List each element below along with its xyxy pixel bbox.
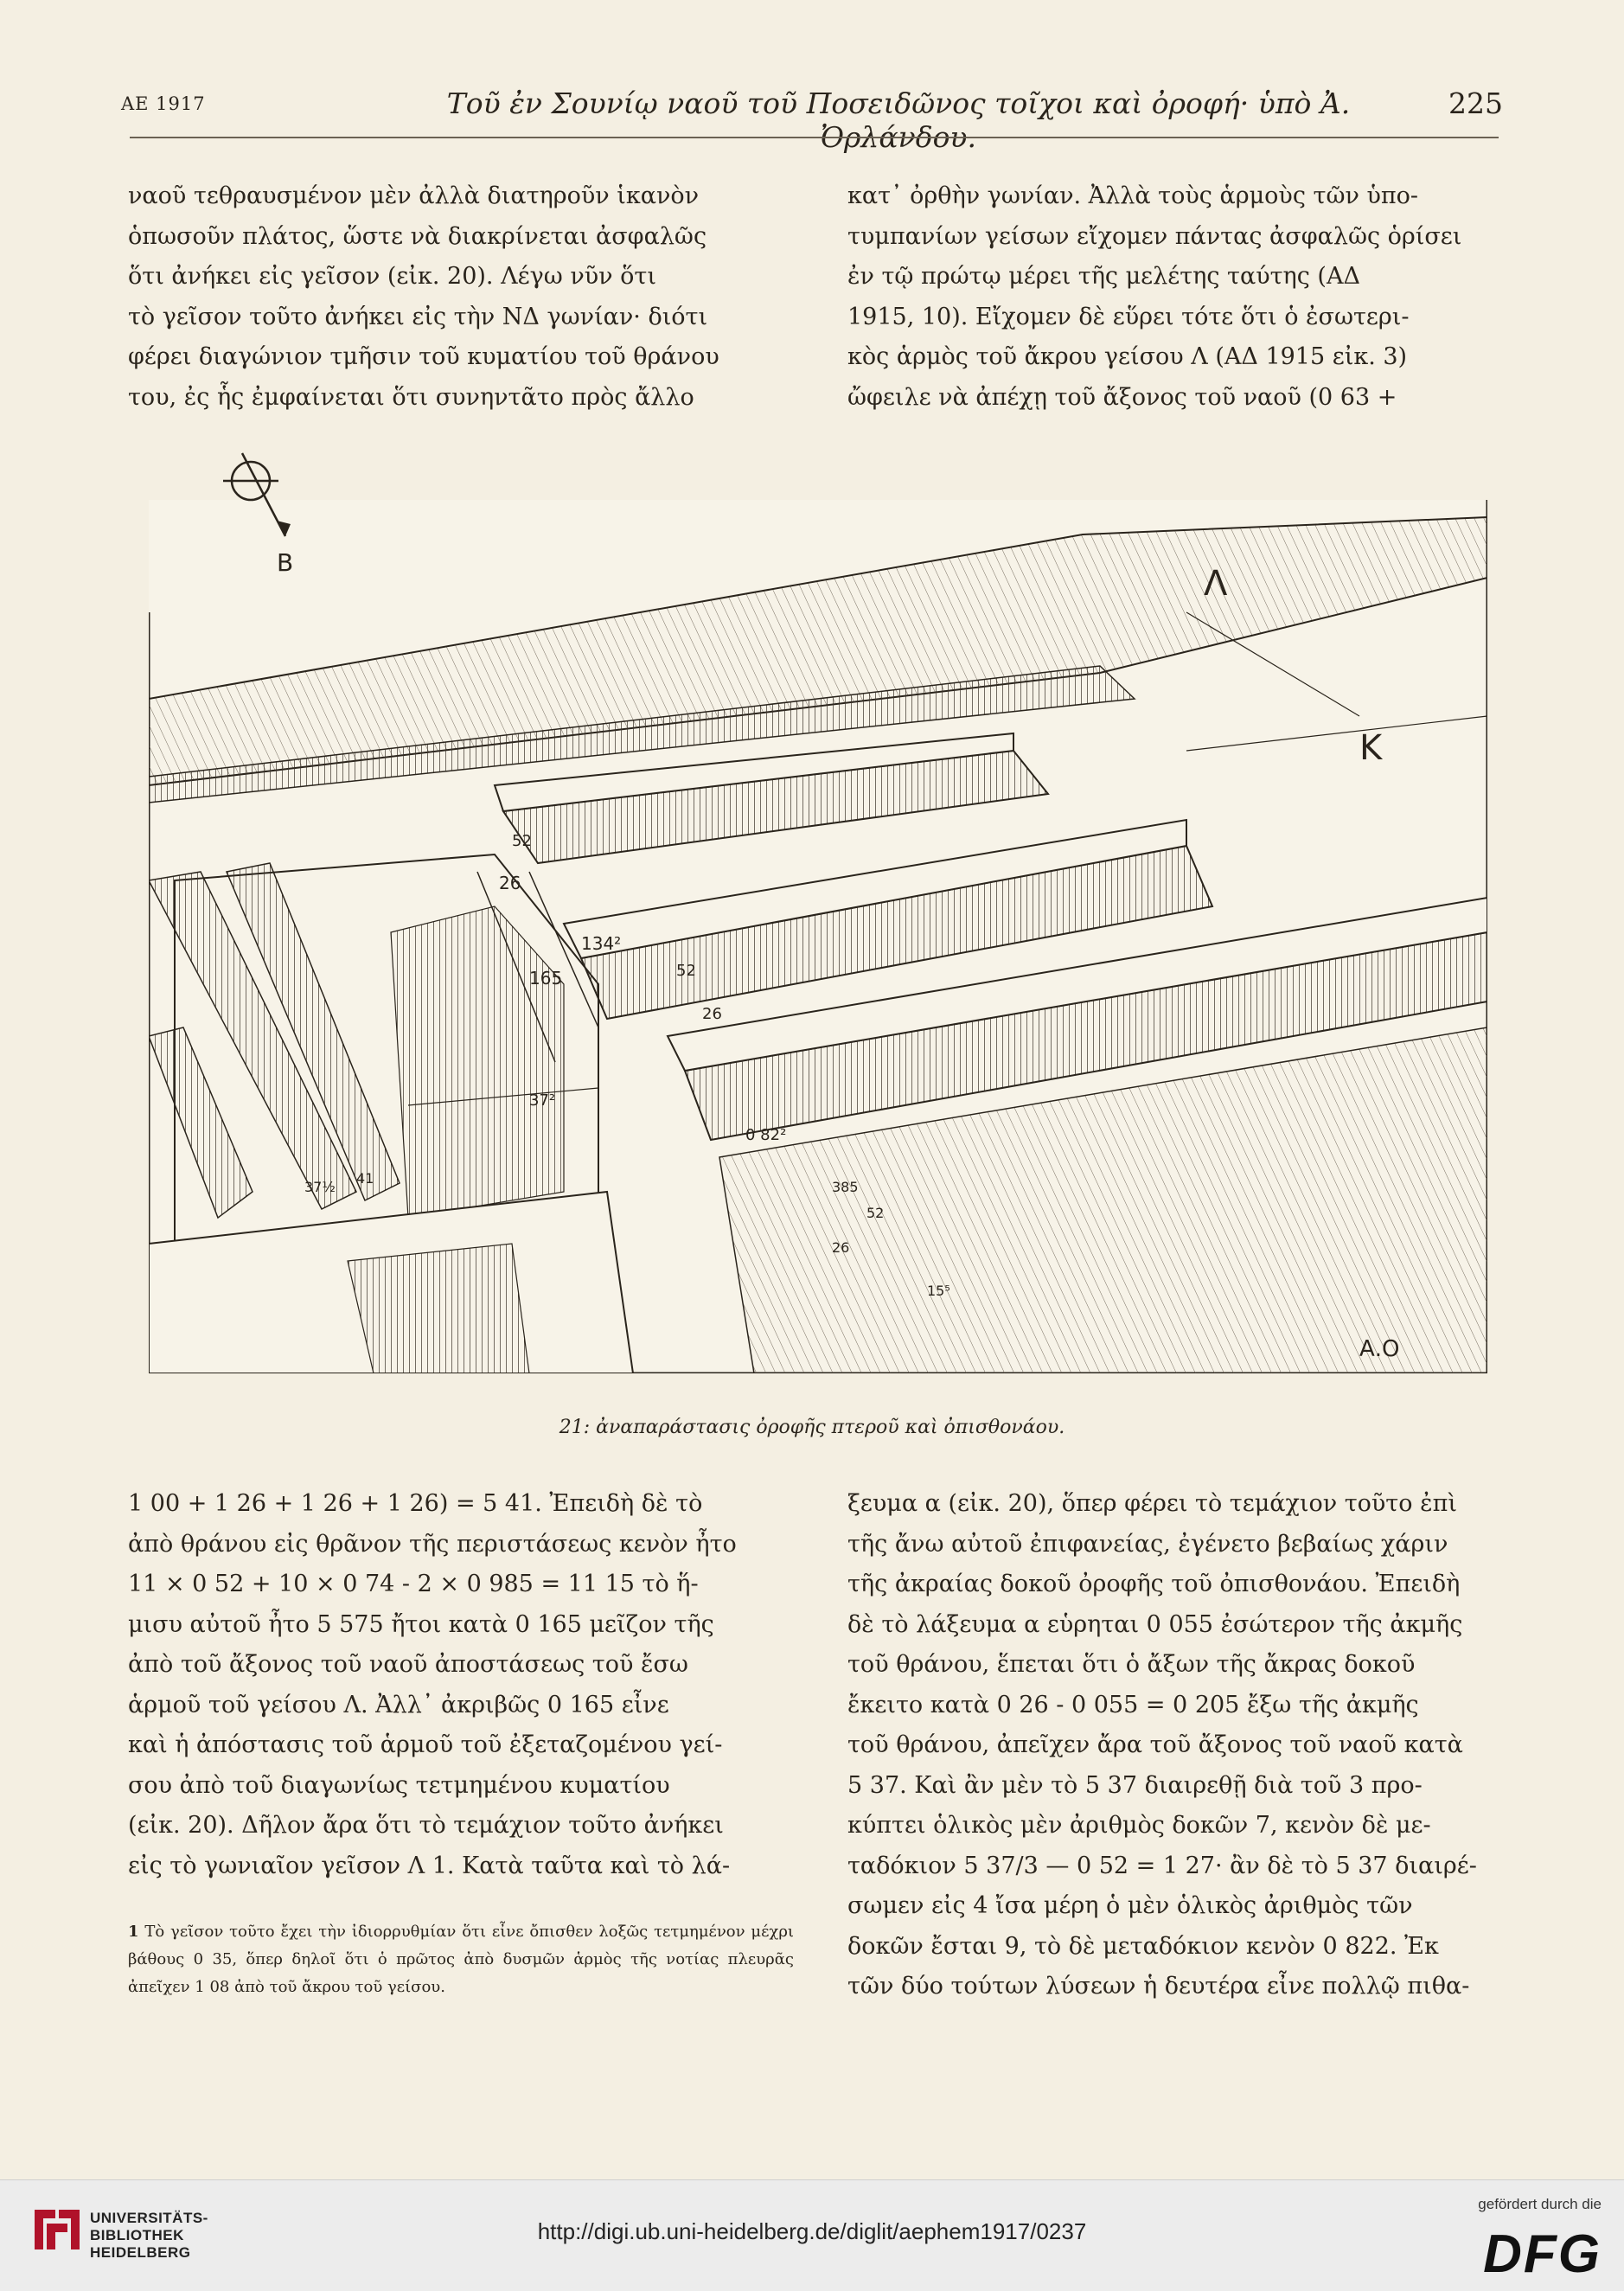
dim-label: 52 — [512, 832, 532, 850]
text-line: 1 00 + 1 26 + 1 26 + 1 26) = 5 41. Ἐπειδὴ δὲ τὸ — [128, 1490, 703, 1517]
label-lambda: Λ — [1204, 564, 1228, 604]
text-line: τῶν δύο τούτων λύσεων ἡ δευτέρα εἶνε πολλῷ πιθα- — [847, 1973, 1470, 2000]
text-line: ὁπωσοῦν πλάτος, ὥστε νὰ διακρίνεται ἀσφαλῶς — [128, 222, 707, 250]
dim-label: 26 — [702, 1005, 722, 1023]
dfg-logo: DFG — [1483, 2224, 1602, 2284]
text-line: κατ᾽ ὀρθὴν γωνίαν. Ἀλλὰ τοὺς ἁρμοὺς τῶν ὑπο- — [847, 182, 1419, 209]
text-line: (εἰκ. 20). Δῆλον ἄρα ὅτι τὸ τεμάχιον τοῦτο ἀνήκει — [128, 1812, 724, 1839]
text-line: 1915, 10). Εἴχομεν δὲ εὕρει τότε ὅτι ὁ ἐσωτερι- — [847, 303, 1410, 330]
text-line: τῆς ἀκραίας δοκοῦ ὀροφῆς τοῦ ὀπισθονάου. Ἐπειδὴ — [847, 1571, 1461, 1597]
compass-letter: Β — [277, 548, 294, 577]
journal-volume: ΑΕ 1917 — [121, 93, 206, 114]
text-line: τῆς ἄνω αὐτοῦ ἐπιφανείας, ἐγένετο βεβαίως χάριν — [847, 1530, 1448, 1558]
text-line: ναοῦ τεθραυσμένον μὲν ἀλλὰ διατηροῦν ἱκανὸν — [128, 182, 700, 209]
text-line: μισυ αὐτοῦ ἦτο 5 575 ἤτοι κατὰ 0 165 μεῖζον τῆς — [128, 1610, 714, 1638]
lower-left-column — [128, 1484, 794, 1886]
text-line: τυμπανίων γείσων εἴχομεν πάντας ἀσφαλῶς ὁρίσει — [847, 222, 1462, 250]
text-line: ἐν τῷ πρώτῳ μέρει τῆς μελέτης ταύτης (ΑΔ — [847, 263, 1360, 290]
text-line: κὸς ἁρμὸς τοῦ ἄκρου γείσου Λ (ΑΔ 1915 εἰκ. 3) — [847, 343, 1408, 370]
upper-right-column — [847, 176, 1498, 418]
footnote-text: Τὸ γεῖσον τοῦτο ἔχει τὴν ἰδιορρυθμίαν ὅτι εἶνε ὄπισθεν λοξῶς τετμημένον μέχρι βάθους 0 35, ὅπερ δηλοῖ ὅτι ὁ πρῶτος ἀπὸ δυσμῶν ἁρμὸς τῆς νοτίας πλευρᾶς ἀπεῖχεν 1 08 ἀπὸ τοῦ ἄκρου τοῦ γείσου. — [128, 1923, 794, 1996]
upper-left-column — [128, 176, 794, 418]
artist-signature: Α.Ο — [1359, 1336, 1400, 1362]
roof-reconstruction-figure — [149, 500, 1487, 1373]
header-rule — [130, 137, 1499, 138]
text-line: ὅτι ἀνήκει εἰς γεῖσον (εἰκ. 20). Λέγω νῦν ὅτι — [128, 263, 656, 290]
footnote — [128, 1918, 794, 2001]
text-line: σου ἀπὸ τοῦ διαγωνίως τετμημένου κυματίου — [128, 1771, 670, 1799]
dim-label: 37½ — [304, 1179, 336, 1195]
dim-label: 0 82² — [745, 1126, 787, 1144]
running-head — [121, 85, 1503, 154]
text-line: δὲ τὸ λάξευμα α εὑρηται 0 055 ἐσώτερον τῆς ἀκμῆς — [847, 1610, 1463, 1638]
text-line: δοκῶν ἔσται 9, τὸ δὲ μεταδόκιον κενὸν 0 822. Ἐκ — [847, 1932, 1439, 1960]
lower-right-column — [847, 1484, 1498, 2007]
dim-label: 52 — [866, 1205, 885, 1221]
lower-left-shadow — [348, 1244, 529, 1373]
compass-icon — [216, 441, 311, 588]
dim-label: 26 — [499, 873, 521, 893]
footnote-mark: 1 — [128, 1923, 139, 1941]
text-line: καὶ ἡ ἀπόστασις τοῦ ἁρμοῦ τοῦ ἐξεταζομένου γεί- — [128, 1731, 723, 1758]
text-line: κύπτει ὁλικὸς μὲν ἀριθμὸς δοκῶν 7, κενὸν δὲ με- — [847, 1812, 1431, 1839]
dim-label: 15⁵ — [927, 1283, 950, 1299]
label-kappa: Κ — [1359, 728, 1383, 768]
text-line: του, ἐς ἧς ἐμφαίνεται ὅτι συνηντᾶτο πρὸς ἄλλο — [128, 383, 694, 411]
funding-label: gefördert durch die — [1478, 2196, 1602, 2212]
page-number: 225 — [1448, 86, 1503, 120]
text-line: σωμεν εἰς 4 ἴσα μέρη ὁ μὲν ὁλικὸς ἀριθμὸς τῶν — [847, 1892, 1413, 1919]
dim-label: 52 — [676, 962, 696, 980]
article-running-title: Τοῦ ἐν Σουνίῳ ναοῦ τοῦ Ποσειδῶνος τοῖχοι καὶ ὀροφή· ὑπὸ Ἀ. Ὀρλάνδου. — [446, 86, 1351, 154]
roof-drawing — [149, 500, 1487, 1373]
dimension-line — [1186, 716, 1487, 751]
dim-label: 26 — [832, 1239, 850, 1256]
dim-label: 134² — [581, 933, 622, 954]
figure-caption: 21: ἀναπαράστασις ὀροφῆς πτεροῦ καὶ ὀπισθονάου. — [559, 1417, 1065, 1438]
library-name: UNIVERSITÄTS- BIBLIOTHEK HEIDELBERG — [90, 2210, 208, 2261]
text-line: τοῦ θράνου, ἀπεῖχεν ἄρα τοῦ ἄξονος τοῦ ναοῦ κατὰ — [847, 1731, 1463, 1758]
text-line: τὸ γεῖσον τοῦτο ἀνήκει εἰς τὴν ΝΔ γωνίαν· διότι — [128, 303, 708, 330]
dim-label: 165 — [529, 968, 563, 989]
text-line: 5 37. Καὶ ἂν μὲν τὸ 5 37 διαιρεθῇ διὰ τοῦ 3 προ- — [847, 1771, 1423, 1799]
dim-label: 41 — [356, 1170, 374, 1187]
digitization-footer — [0, 2179, 1624, 2291]
text-line: εἰς τὸ γωνιαῖον γεῖσον Λ 1. Κατὰ ταῦτα καὶ τὸ λά- — [128, 1852, 731, 1879]
text-line: ἀπὸ θράνου εἰς θρᾶνον τῆς περιστάσεως κενὸν ἦτο — [128, 1530, 737, 1558]
text-line: ἁρμοῦ τοῦ γείσου Λ. Ἀλλ᾽ ἀκριβῶς 0 165 εἶνε — [128, 1691, 669, 1718]
text-line: ὤφειλε νὰ ἀπέχῃ τοῦ ἄξονος τοῦ ναοῦ (0 63 + — [847, 383, 1397, 411]
upper-wall — [149, 517, 1487, 785]
text-line: φέρει διαγώνιον τμῆσιν τοῦ κυματίου τοῦ θράνου — [128, 343, 719, 370]
text-line: ξευμα α (εἰκ. 20), ὅπερ φέρει τὸ τεμάχιον τοῦτο ἐπὶ — [847, 1490, 1457, 1517]
text-line: ἀπὸ τοῦ ἄξονος τοῦ ναοῦ ἀποστάσεως τοῦ ἔσω — [128, 1651, 688, 1678]
permalink[interactable]: http://digi.ub.uni-heidelberg.de/diglit/aephem1917/0237 — [537, 2218, 1087, 2244]
text-line: τοῦ θράνου, ἕπεται ὅτι ὁ ἄξων τῆς ἄκρας δοκοῦ — [847, 1651, 1416, 1678]
dim-label: 37² — [529, 1091, 556, 1110]
text-line: ταδόκιον 5 37/3 — 0 52 = 1 27· ἂν δὲ τὸ 5 37 διαιρέ- — [847, 1852, 1477, 1879]
text-line: ἔκειτο κατὰ 0 26 - 0 055 = 0 205 ἔξω τῆς ἀκμῆς — [847, 1691, 1419, 1718]
text-line: 11 × 0 52 + 10 × 0 74 - 2 × 0 985 = 11 15 τὸ ἥ- — [128, 1571, 699, 1597]
dim-label: 385 — [832, 1179, 859, 1195]
